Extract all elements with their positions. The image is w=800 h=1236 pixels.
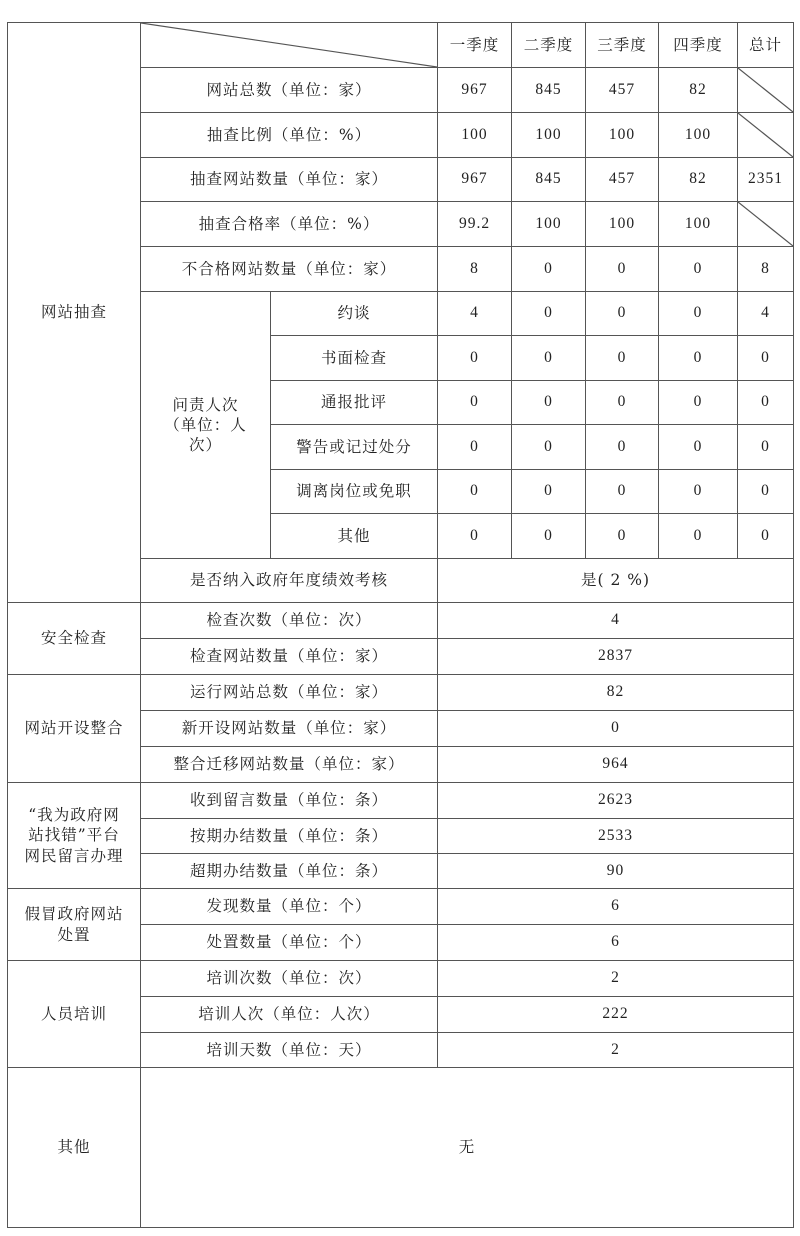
header-q3: 三季度 [586, 23, 659, 68]
group-label-spot-check: 网站抽查 [8, 23, 141, 603]
value-q3: 457 [586, 68, 659, 113]
group-label-other: 其他 [8, 1068, 141, 1228]
other-value: 无 [141, 1068, 794, 1228]
group-label-security-check: 安全检查 [8, 603, 141, 675]
table-row [8, 603, 794, 639]
table-row [8, 783, 794, 819]
statistics-table [7, 22, 794, 1228]
group-label-training: 人员培训 [8, 961, 141, 1068]
header-q2: 二季度 [512, 23, 586, 68]
diagonal-line-icon [738, 68, 793, 112]
row-label: 不合格网站数量（单位：家） [141, 247, 438, 292]
table-row [8, 1068, 794, 1228]
diagonal-line-icon [141, 23, 437, 67]
value-q1: 99.2 [438, 202, 512, 247]
value-q4: 0 [659, 292, 738, 336]
row-label: 发现数量（单位：个） [141, 889, 438, 925]
row-label: 运行网站总数（单位：家） [141, 675, 438, 711]
value-q1: 0 [438, 381, 512, 425]
sub-row-label: 其他 [271, 514, 438, 559]
row-label: 抽查合格率（单位：%） [141, 202, 438, 247]
total-not-applicable [738, 68, 794, 113]
value-q2: 0 [512, 247, 586, 292]
value-total: 0 [738, 470, 794, 514]
row-label: 处置数量（单位：个） [141, 925, 438, 961]
row-label: 新开设网站数量（单位：家） [141, 711, 438, 747]
diagonal-line-icon [738, 113, 793, 157]
row-label: 整合迁移网站数量（单位：家） [141, 747, 438, 783]
value-q2: 0 [512, 514, 586, 559]
value-q4: 100 [659, 202, 738, 247]
row-label: 超期办结数量（单位：条） [141, 854, 438, 889]
diagonal-line-icon [738, 202, 793, 246]
value-total: 2351 [738, 158, 794, 202]
value-q2: 0 [512, 336, 586, 381]
value-total: 0 [738, 336, 794, 381]
row-label: 检查次数（单位：次） [141, 603, 438, 639]
table-row [8, 675, 794, 711]
value-q4: 0 [659, 381, 738, 425]
value-q2: 845 [512, 68, 586, 113]
value-q4: 0 [659, 336, 738, 381]
header-row [8, 23, 794, 68]
header-q1: 一季度 [438, 23, 512, 68]
value: 90 [438, 854, 794, 889]
value: 6 [438, 889, 794, 925]
accountability-label-line: （单位：人 [164, 415, 247, 434]
performance-value: 是( 2 %) [438, 559, 794, 603]
value-q2: 0 [512, 425, 586, 470]
accountability-label-line: 次） [188, 436, 222, 455]
value: 2533 [438, 819, 794, 854]
row-label: 抽查网站数量（单位：家） [141, 158, 438, 202]
row-label: 培训人次（单位：人次） [141, 997, 438, 1033]
value-q4: 82 [659, 68, 738, 113]
value-total: 0 [738, 381, 794, 425]
table-row [8, 961, 794, 997]
value-q3: 0 [586, 292, 659, 336]
value-q4: 100 [659, 113, 738, 158]
header-q4: 四季度 [659, 23, 738, 68]
group-label-line: 处置 [57, 925, 91, 944]
row-label: 抽查比例（单位：%） [141, 113, 438, 158]
value-q1: 0 [438, 425, 512, 470]
value-q2: 0 [512, 381, 586, 425]
group-label-site-setup: 网站开设整合 [8, 675, 141, 783]
accountability-label-line: 问责人次 [172, 395, 239, 414]
value-q1: 0 [438, 470, 512, 514]
value: 82 [438, 675, 794, 711]
value-q3: 457 [586, 158, 659, 202]
sub-row-label: 书面检查 [271, 336, 438, 381]
row-label: 按期办结数量（单位：条） [141, 819, 438, 854]
value-q3: 0 [586, 336, 659, 381]
sub-row-label: 警告或记过处分 [271, 425, 438, 470]
value-q3: 0 [586, 247, 659, 292]
value: 6 [438, 925, 794, 961]
value-q2: 100 [512, 202, 586, 247]
value-q3: 0 [586, 425, 659, 470]
value-q2: 845 [512, 158, 586, 202]
value-q4: 0 [659, 470, 738, 514]
row-label: 培训次数（单位：次） [141, 961, 438, 997]
value-total: 0 [738, 425, 794, 470]
row-label: 培训天数（单位：天） [141, 1033, 438, 1068]
sub-row-label: 通报批评 [271, 381, 438, 425]
row-label: 检查网站数量（单位：家） [141, 639, 438, 675]
group-label-line: “我为政府网 [28, 806, 120, 825]
value-total: 8 [738, 247, 794, 292]
value-q1: 100 [438, 113, 512, 158]
total-not-applicable [738, 113, 794, 158]
sub-row-label: 调离岗位或免职 [271, 470, 438, 514]
value: 2 [438, 961, 794, 997]
value-q2: 0 [512, 292, 586, 336]
value-q1: 967 [438, 158, 512, 202]
value-q2: 100 [512, 113, 586, 158]
value-q1: 0 [438, 336, 512, 381]
value-total: 4 [738, 292, 794, 336]
row-label: 收到留言数量（单位：条） [141, 783, 438, 819]
table-row [8, 889, 794, 925]
total-not-applicable [738, 202, 794, 247]
accountability-label [141, 292, 271, 559]
group-label-line: 网民留言办理 [24, 846, 124, 865]
sub-row-label: 约谈 [271, 292, 438, 336]
header-total: 总计 [738, 23, 794, 68]
value-q1: 967 [438, 68, 512, 113]
value: 0 [438, 711, 794, 747]
value-q3: 0 [586, 381, 659, 425]
value: 2837 [438, 639, 794, 675]
value: 4 [438, 603, 794, 639]
value-q3: 100 [586, 202, 659, 247]
group-label-line: 假冒政府网站 [24, 905, 124, 924]
diagonal-header-cell [141, 23, 438, 68]
group-label-counterfeit-sites [8, 889, 141, 961]
row-label: 网站总数（单位：家） [141, 68, 438, 113]
value-q4: 0 [659, 514, 738, 559]
value-q3: 0 [586, 514, 659, 559]
government-website-statistics-sheet [7, 22, 793, 1227]
value: 2 [438, 1033, 794, 1068]
value-total: 0 [738, 514, 794, 559]
value-q1: 0 [438, 514, 512, 559]
value: 964 [438, 747, 794, 783]
value-q3: 0 [586, 470, 659, 514]
group-label-error-platform [8, 783, 141, 889]
value-q4: 0 [659, 425, 738, 470]
value: 222 [438, 997, 794, 1033]
value-q1: 4 [438, 292, 512, 336]
value-q3: 100 [586, 113, 659, 158]
row-label: 是否纳入政府年度绩效考核 [141, 559, 438, 603]
value-q1: 8 [438, 247, 512, 292]
value-q4: 0 [659, 247, 738, 292]
group-label-line: 站找错”平台 [28, 826, 120, 845]
value: 2623 [438, 783, 794, 819]
value-q4: 82 [659, 158, 738, 202]
value-q2: 0 [512, 470, 586, 514]
